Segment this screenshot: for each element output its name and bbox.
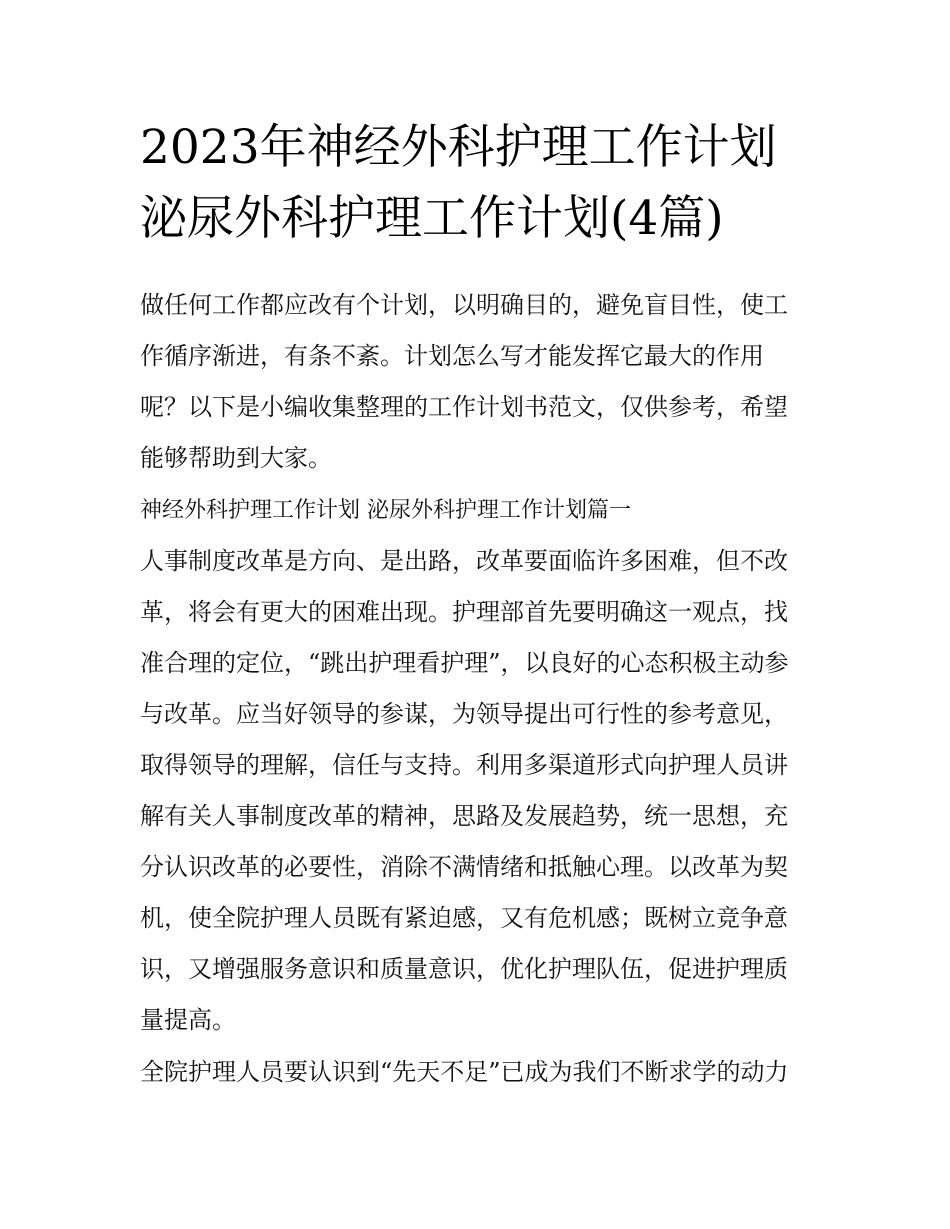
document-body bbox=[140, 280, 816, 1099]
text-line: 分认识改革的必要性，消除不满情绪和抵触心理。以改革为契 bbox=[140, 853, 788, 881]
title-line: 2023年神经外科护理工作计划 bbox=[140, 120, 777, 175]
document-title bbox=[140, 112, 820, 254]
body-paragraph bbox=[140, 1047, 816, 1098]
text-line: 机，使全院护理人员既有紧迫感，又有危机感；既树立竞争意 bbox=[140, 904, 788, 932]
text-line: 取得领导的理解，信任与支持。利用多渠道形式向护理人员讲 bbox=[140, 751, 788, 779]
text-line: 人事制度改革是方向、是出路，改革要面临许多困难，但不改 bbox=[140, 547, 788, 575]
text-line: 量提高。 bbox=[140, 1006, 236, 1034]
text-line: 能够帮助到大家。 bbox=[140, 444, 332, 472]
text-line: 全院护理人员要认识到“先天不足”已成为我们不断求学的动力 bbox=[140, 1058, 789, 1086]
text-line: 革，将会有更大的困难出现。护理部首先要明确这一观点，找 bbox=[140, 598, 788, 626]
text-line: 作循序渐进，有条不紊。计划怎么写才能发挥它最大的作用 bbox=[140, 342, 764, 370]
text-line: 准合理的定位，“跳出护理看护理”，以良好的心态积极主动参 bbox=[140, 649, 789, 677]
intro-paragraph bbox=[140, 280, 816, 484]
text-line: 做任何工作都应改有个计划，以明确目的，避免盲目性，使工 bbox=[140, 291, 788, 319]
section-heading: 神经外科护理工作计划 泌尿外科护理工作计划篇一 bbox=[140, 498, 631, 523]
body-paragraph bbox=[140, 536, 816, 1046]
text-line: 识，又增强服务意识和质量意识，优化护理队伍，促进护理质 bbox=[140, 955, 788, 983]
text-line: 与改革。应当好领导的参谋，为领导提出可行性的参考意见， bbox=[140, 700, 788, 728]
title-line: 泌尿外科护理工作计划(4篇) bbox=[140, 191, 724, 246]
text-line: 呢？以下是小编收集整理的工作计划书范文，仅供参考，希望 bbox=[140, 393, 788, 421]
text-line: 解有关人事制度改革的精神，思路及发展趋势，统一思想，充 bbox=[140, 802, 788, 830]
